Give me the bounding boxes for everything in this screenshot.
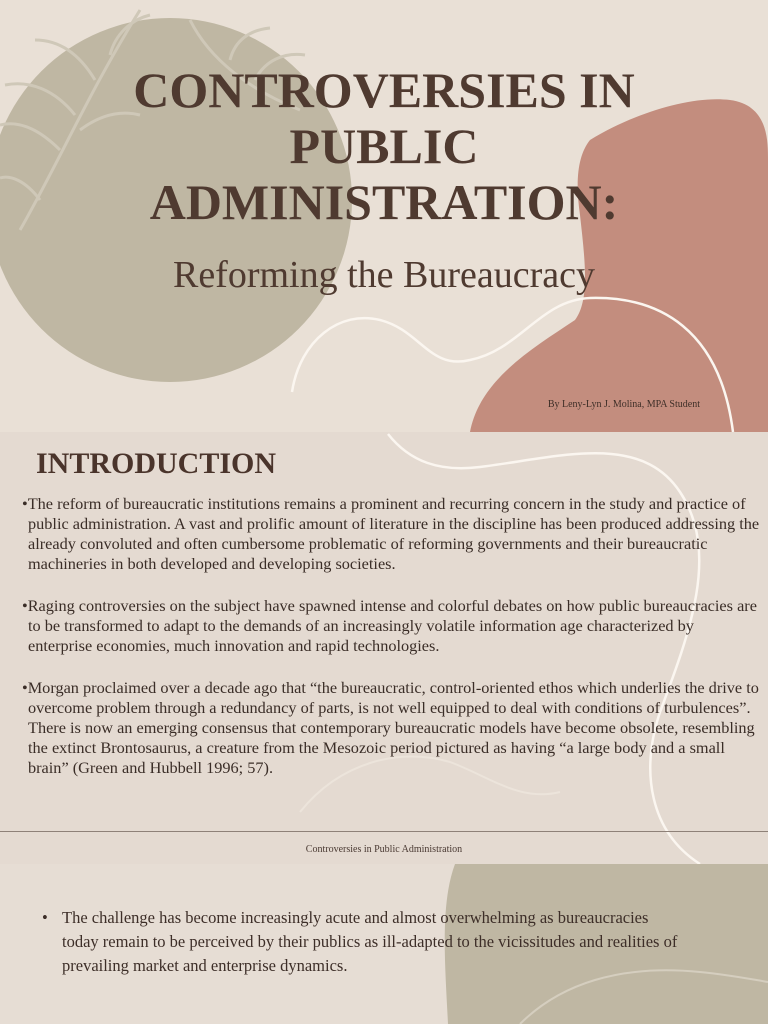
title-line-2: PUBLIC [289,118,479,174]
author-credit: By Leny-Lyn J. Molina, MPA Student [547,399,700,410]
continuation-slide [0,864,768,1024]
bullet-marker: • [42,908,48,927]
bullet-item [42,906,682,978]
paragraph-3: •Morgan proclaimed over a decade ago that “the bureaucratic, control-oriented ethos which underlies the drive to overcome problem through a redundancy of parts, is not well equipped to deal with conditions of turbulences”. There is now an emerging consensus that contemporary bureaucratic models have become obsolete, resembling the extinct Brontosaurus, a creature from the Mesozoic period pictured as having “a large body and a small brain” (Green and Hubbell 1996; 57). [22,678,759,777]
introduction-heading: INTRODUCTION [36,447,277,480]
title-line-1: CONTROVERSIES IN [133,62,635,118]
footer-divider [0,831,768,832]
title-slide [0,0,768,432]
introduction-slide [0,432,768,864]
paragraph-1: •The reform of bureaucratic institutions remains a prominent and recurring concern in the study and practice of public administration. A vast and prolific amount of literature in the discipline has been produced addressing the already convoluted and often cumbersome problematic of reforming governments and their bureaucratic machineries in both developed and developing societies. [22,494,760,573]
title-line-3: ADMINISTRATION: [149,174,619,230]
slide-footer: Controversies in Public Administration [305,844,463,855]
paragraph-2: •Raging controversies on the subject have spawned intense and colorful debates on how public bureaucracies are to be transformed to adapt to the demands of an increasingly volatile information age characterized by enterprise economies, much innovation and rapid technologies. [22,596,757,655]
introduction-body [22,494,762,800]
slide-subtitle: Reforming the Bureaucracy [172,254,596,296]
bullet-text: The challenge has become increasingly acute and almost overwhelming as bureaucracies today remain to be perceived by their publics as ill-adapted to the vicissitudes and realities of prevailing market and enterprise dynamics. [62,908,678,975]
slide-title [0,62,768,230]
